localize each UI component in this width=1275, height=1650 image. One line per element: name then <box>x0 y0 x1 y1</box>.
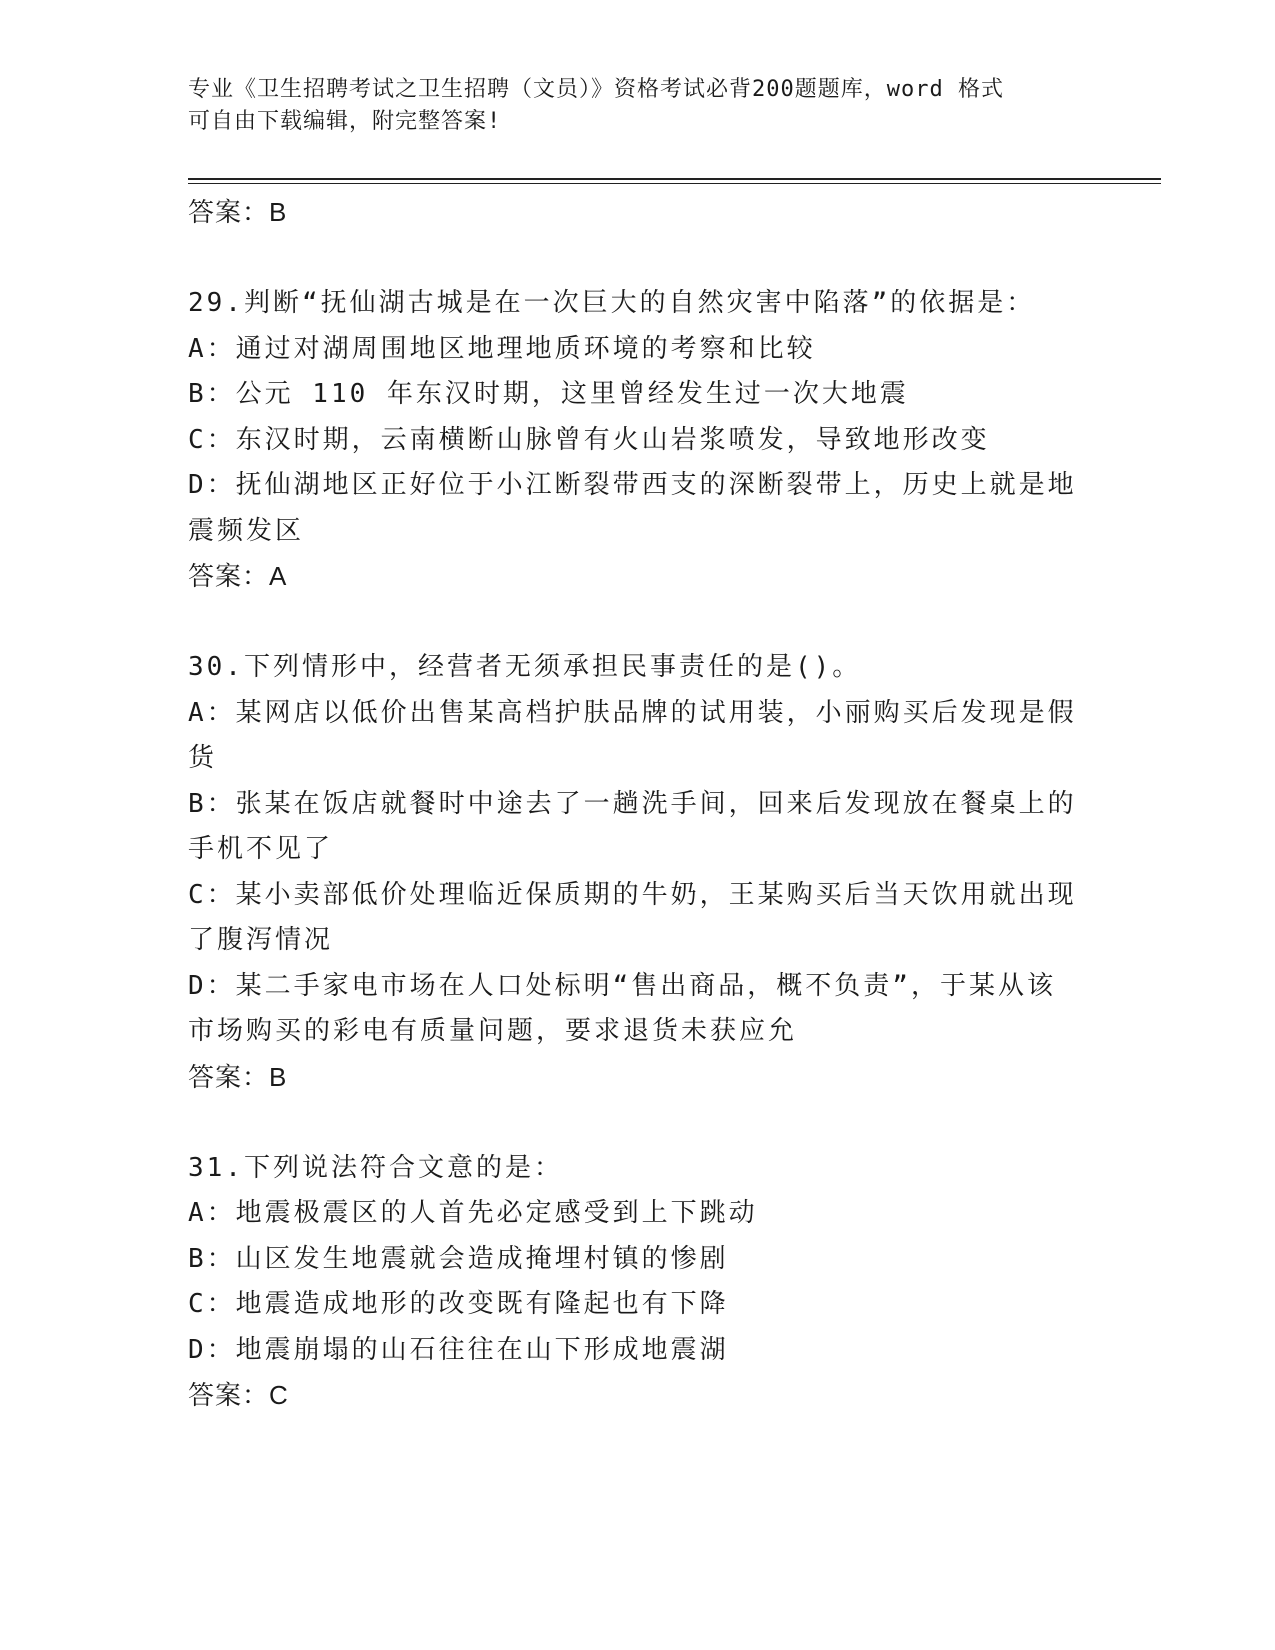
option-d-continued: 震频发区 <box>188 515 305 546</box>
question-stem: 30.下列情形中，经营者无须承担民事责任的是()。 <box>188 652 862 682</box>
question-list <box>188 190 1088 1419</box>
question-29 <box>188 281 1088 600</box>
option-a: A：通过对湖周围地区地理地质环境的考察和比较 <box>188 333 816 364</box>
option-a: A：某网店以低价出售某高档护肤品牌的试用装，小丽购买后发现是假 <box>188 697 1077 728</box>
option-c: C：某小卖部低价处理临近保质期的牛奶，王某购买后当天饮用就出现 <box>188 879 1077 910</box>
question-stem: 31.下列说法符合文意的是： <box>188 1152 563 1183</box>
header-line-1: 专业《卫生招聘考试之卫生招聘（文员）》资格考试必背200题题库，word 格式 <box>188 77 1004 102</box>
answer-text: 答案：A <box>188 561 288 591</box>
option-b: B：山区发生地震就会造成掩埋村镇的惨剧 <box>188 1243 729 1274</box>
option-d: D：抚仙湖地区正好位于小江断裂带西支的深断裂带上，历史上就是地 <box>188 470 1077 500</box>
option-a-continued: 货 <box>188 743 218 773</box>
option-b: B：张某在饭店就餐时中途去了一趟洗手间，回来后发现放在餐桌上的 <box>188 788 1077 819</box>
option-c: C：东汉时期，云南横断山脉曾有火山岩浆喷发，导致地形改变 <box>188 424 990 455</box>
option-b-continued: 手机不见了 <box>188 834 334 864</box>
previous-answer: 答案：B <box>188 197 288 227</box>
answer-text: 答案：C <box>188 1380 289 1410</box>
header-divider <box>188 178 1161 180</box>
option-d: D：地震崩塌的山石往往在山下形成地震湖 <box>188 1334 729 1365</box>
option-c-continued: 了腹泻情况 <box>188 925 334 955</box>
header-line-2: 可自由下载编辑，附完整答案! <box>188 109 502 134</box>
option-d: D：某二手家电市场在人口处标明“售出商品，概不负责”，于某从该 <box>188 970 1056 1001</box>
header-divider-thin <box>188 183 1161 184</box>
document-header <box>188 74 1068 138</box>
question-30 <box>188 645 1088 1100</box>
question-stem: 29.判断“抚仙湖古城是在一次巨大的自然灾害中陷落”的依据是： <box>188 288 1036 318</box>
question-31 <box>188 1146 1088 1419</box>
option-b: B：公元 110 年东汉时期，这里曾经发生过一次大地震 <box>188 379 909 409</box>
answer-text: 答案：B <box>188 1061 288 1092</box>
option-d-continued: 市场购买的彩电有质量问题，要求退货未获应允 <box>188 1016 798 1046</box>
option-c: C：地震造成地形的改变既有隆起也有下降 <box>188 1289 729 1319</box>
option-a: A：地震极震区的人首先必定感受到上下跳动 <box>188 1198 758 1228</box>
